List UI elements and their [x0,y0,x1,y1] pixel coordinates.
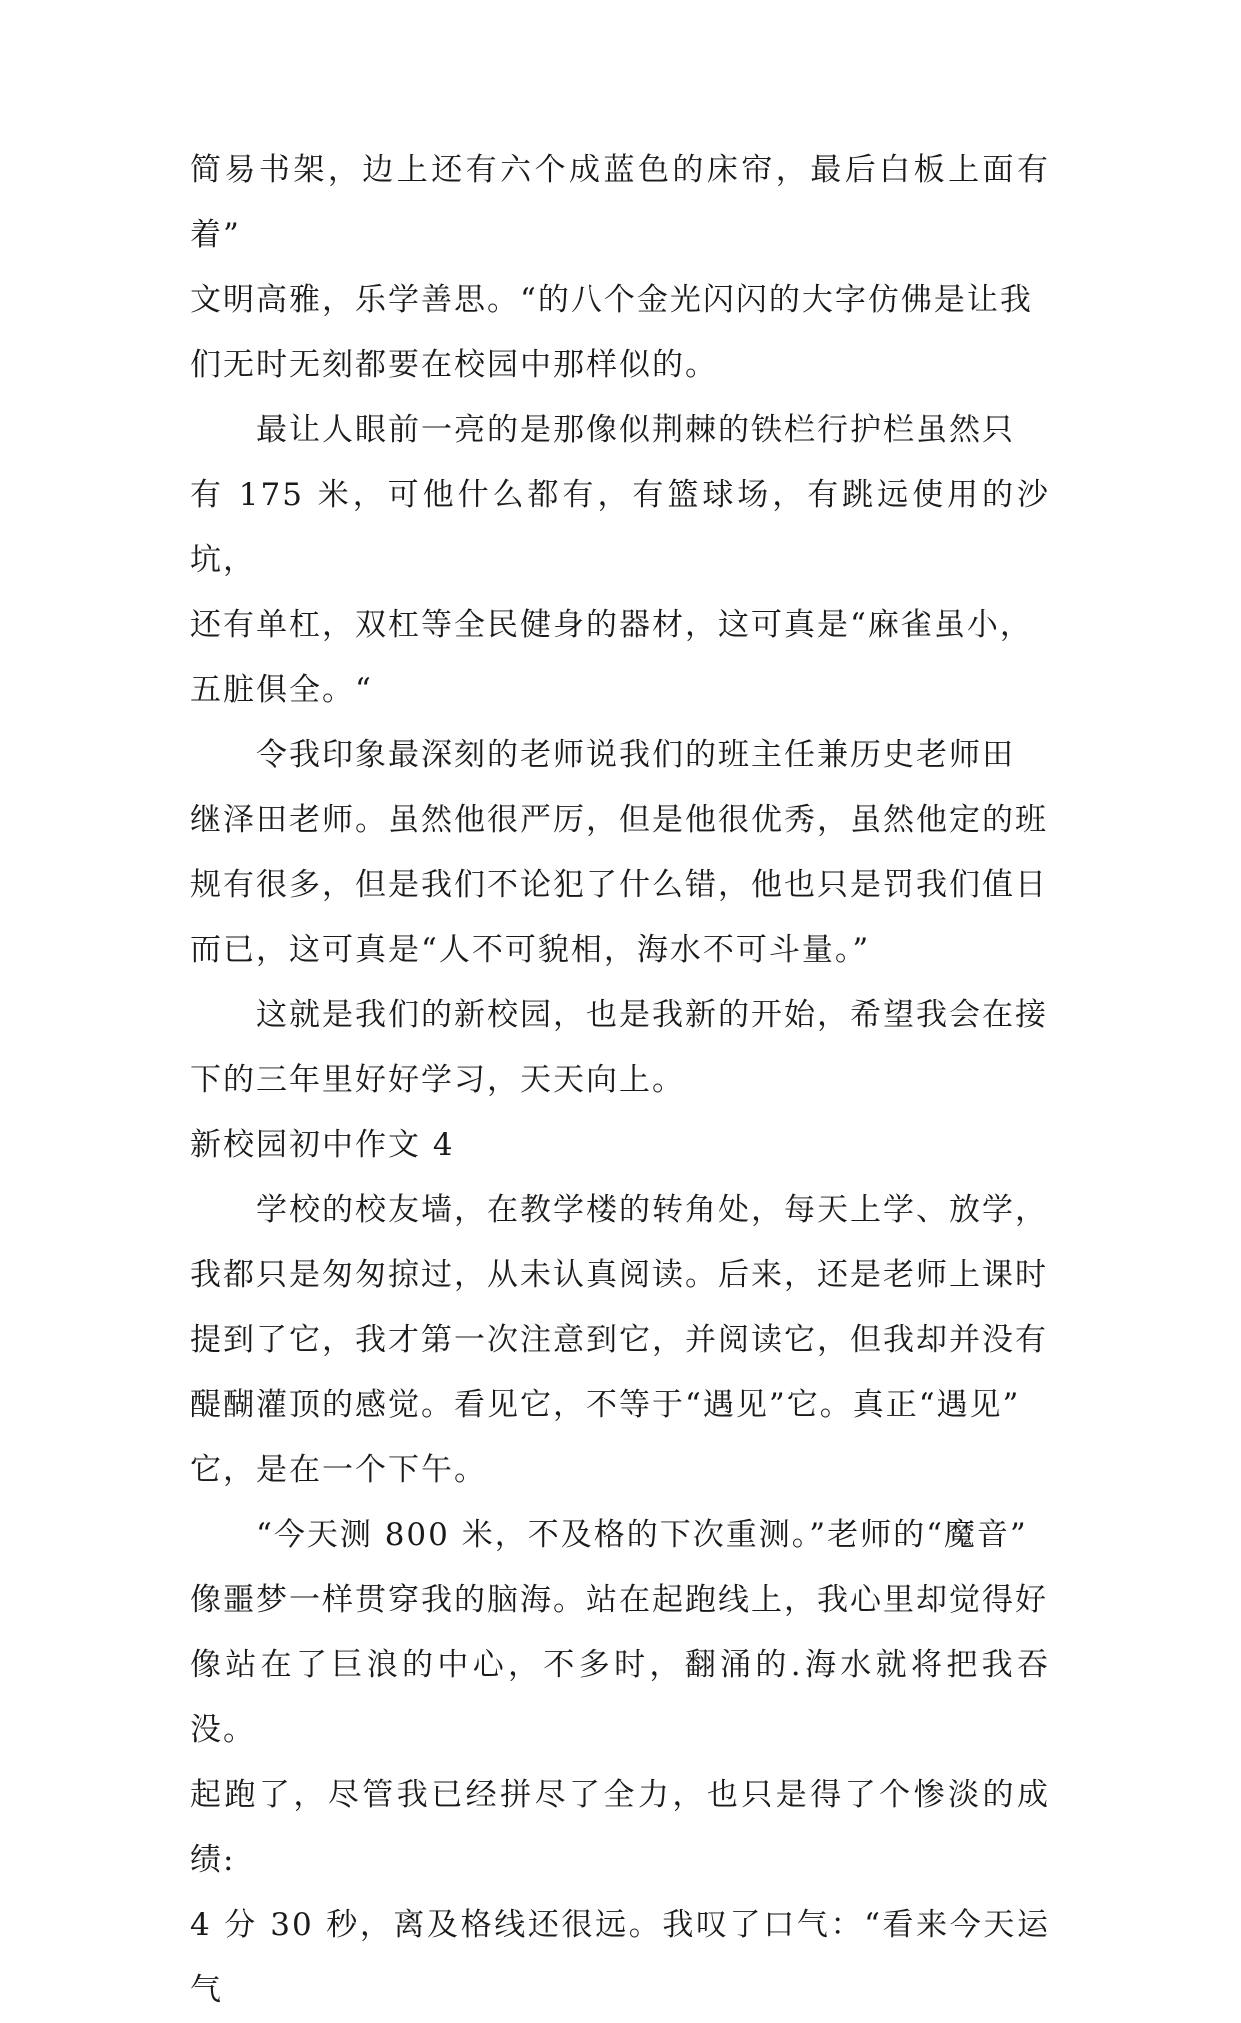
text-line: 像噩梦一样贯穿我的脑海。站在起跑线上，我心里却觉得好 [190,1582,1048,1618]
text-line: 简易书架，边上还有六个成蓝色的床帘，最后白板上面有着” [190,152,1050,253]
paragraph-1 [190,138,1050,398]
paragraph-6 [190,1503,1050,2023]
text-line: 下的三年里好好学习，天天向上。 [190,1062,685,1098]
paragraph-3 [190,723,1050,983]
text-line: 提到了它，我才第一次注意到它，并阅读它，但我却并没有 [190,1322,1048,1358]
text-line: 有 175 米，可他什么都有，有篮球场，有跳远使用的沙坑， [190,477,1050,578]
text-line: 最让人眼前一亮的是那像似荆棘的铁栏行护栏虽然只 [256,412,1015,448]
text-line: 规有很多，但是我们不论犯了什么错，他也只是罚我们值日 [190,867,1048,903]
document-body [190,138,1050,2023]
text-line: 我都只是匆匆掠过，从未认真阅读。后来，还是老师上课时 [190,1257,1048,1293]
text-line: 继泽田老师。虽然他很严厉，但是他很优秀，虽然他定的班 [190,802,1048,838]
text-line: 起跑了，尽管我已经拼尽了全力，也只是得了个惨淡的成绩: [190,1777,1050,1878]
text-line: 文明高雅，乐学善思。“的八个金光闪闪的大字仿佛是让我 [190,282,1033,318]
paragraph-5 [190,1178,1050,1503]
text-line: 像站在了巨浪的中心，不多时，翻涌的.海水就将把我吞没。 [190,1647,1050,1748]
text-line: 五脏俱全。“ [190,672,373,708]
text-line: 而已，这可真是“人不可貌相，海水不可斗量。” [190,932,871,968]
text-line: 还有单杠，双杠等全民健身的器材，这可真是“麻雀虽小， [190,607,1033,643]
text-line: 醍醐灌顶的感觉。看见它，不等于“遇见”它。真正“遇见” [190,1387,1021,1423]
text-line: “今天测 800 米，不及格的下次重测。”老师的“魔音” [256,1517,1028,1553]
text-line: 学校的校友墙，在教学楼的转角处，每天上学、放学， [256,1192,1048,1228]
text-line: 这就是我们的新校园，也是我新的开始，希望我会在接 [256,997,1048,1033]
text-line: 它，是在一个下午。 [190,1452,487,1488]
text-line: 们无时无刻都要在校园中那样似的。 [190,347,718,383]
text-line: 令我印象最深刻的老师说我们的班主任兼历史老师田 [256,737,1015,773]
text-line: 4 分 30 秒，离及格线还很远。我叹了口气：“看来今天运气 [190,1907,1050,2008]
paragraph-4 [190,983,1050,1113]
section-heading: 新校园初中作文 4 [190,1127,455,1163]
paragraph-2 [190,398,1050,723]
